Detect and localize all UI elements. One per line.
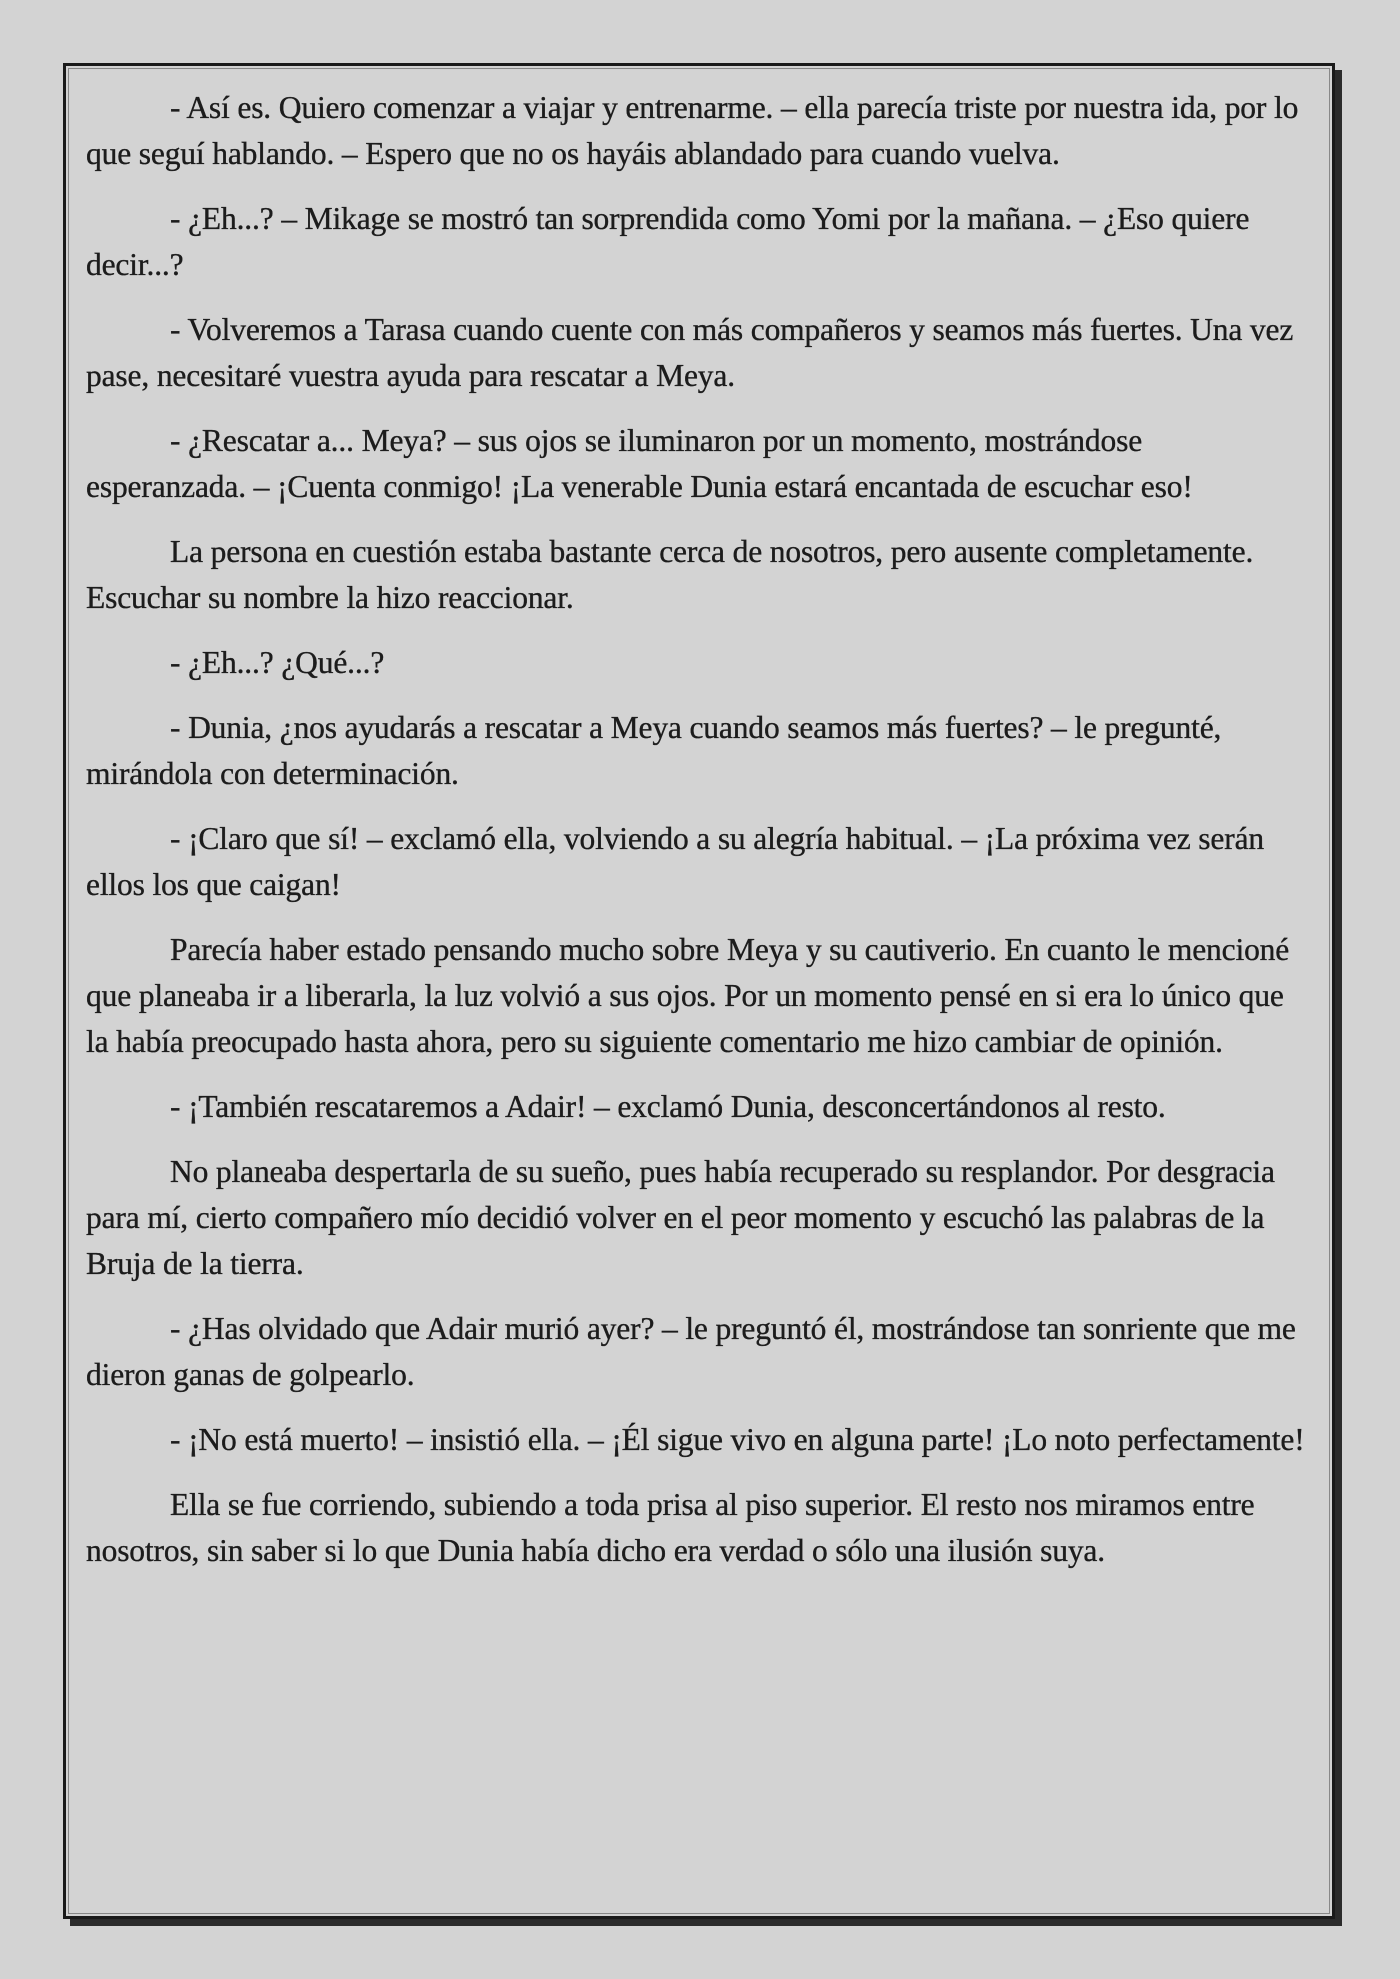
paragraph: - ¡No está muerto! – insistió ella. – ¡Él sigue vivo en alguna parte! ¡Lo noto perfectamente! (170, 1422, 1305, 1457)
paragraph: - Volveremos a Tarasa cuando cuente con más compañeros y seamos más fuertes. Una vez pase, necesitaré vuestra ayuda para rescatar a Meya. (86, 312, 1294, 393)
paragraph: - Dunia, ¿nos ayudarás a rescatar a Meya cuando seamos más fuertes? – le pregunté, mirándola con determinación. (86, 710, 1222, 791)
paragraph: - ¿Eh...? – Mikage se mostró tan sorprendida como Yomi por la mañana. – ¿Eso quiere decir...? (86, 201, 1250, 282)
paragraph: - ¿Has olvidado que Adair murió ayer? – le preguntó él, mostrándose tan sonriente que me dieron ganas de golpearlo. (86, 1311, 1296, 1392)
paragraph: Ella se fue corriendo, subiendo a toda prisa al piso superior. El resto nos miramos entre nosotros, sin saber si lo que Dunia había dicho era verdad o sólo una ilusión suya. (86, 1487, 1255, 1568)
paragraph: - ¿Eh...? ¿Qué...? (170, 645, 385, 680)
paragraph: - Así es. Quiero comenzar a viajar y entrenarme. – ella parecía triste por nuestra ida, por lo que seguí hablando. – Espero que no os hayáis ablandado para cuando vuelva. (86, 90, 1299, 171)
paragraph: La persona en cuestión estaba bastante cerca de nosotros, pero ausente completamente. Escuchar su nombre la hizo reaccionar. (86, 534, 1254, 615)
paragraph: - ¿Rescatar a... Meya? – sus ojos se iluminaron por un momento, mostrándose esperanzada. – ¡Cuenta conmigo! ¡La venerable Dunia estará encantada de escuchar eso! (86, 423, 1193, 504)
paragraph: - ¡Claro que sí! – exclamó ella, volviendo a su alegría habitual. – ¡La próxima vez serán ellos los que caigan! (86, 821, 1264, 902)
paragraph: No planeaba despertarla de su sueño, pues había recuperado su resplandor. Por desgracia para mí, cierto compañero mío decidió volver en el peor momento y escuchó las palabras de la Bruja de la tierra. (86, 1154, 1275, 1281)
paragraph: Parecía haber estado pensando mucho sobre Meya y su cautiverio. En cuanto le mencioné que planeaba ir a liberarla, la luz volvió a sus ojos. Por un momento pensé en si era lo único que la había preocupado hasta ahora, pero su siguiente comentario me hizo cambiar de opinión. (86, 932, 1290, 1059)
page-frame (63, 63, 1335, 1919)
text-body (86, 85, 1308, 1593)
paragraph: - ¡También rescataremos a Adair! – exclamó Dunia, desconcertándonos al resto. (170, 1089, 1166, 1124)
